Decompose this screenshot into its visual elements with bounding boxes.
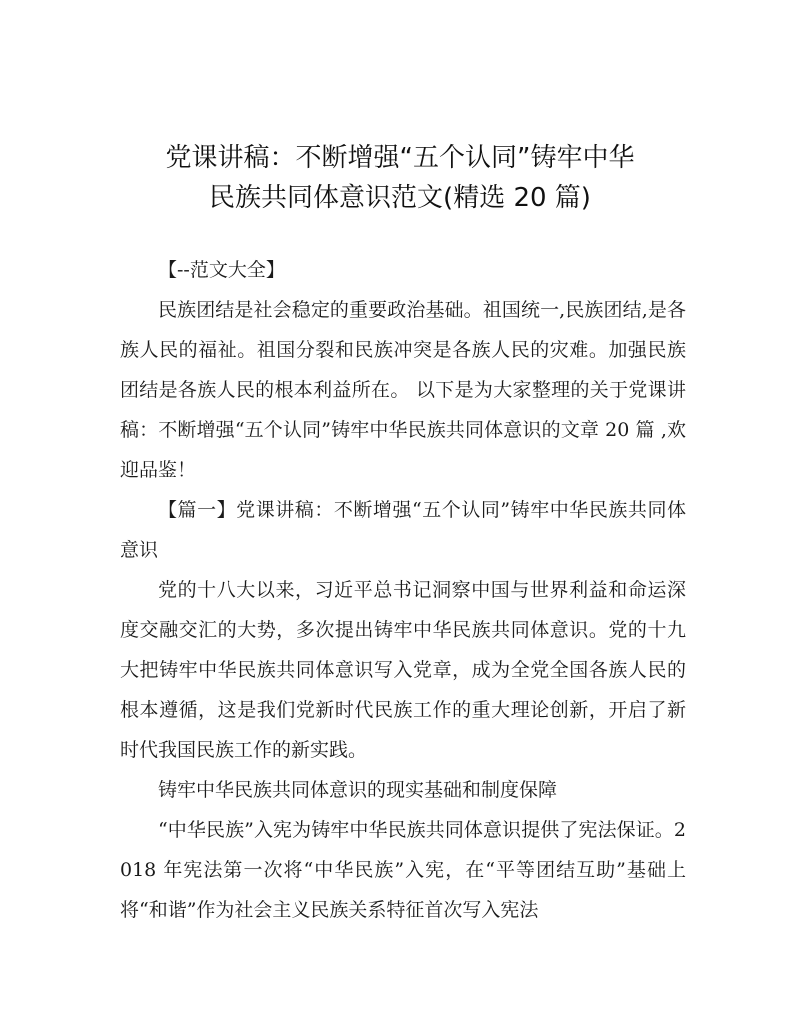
- intro-paragraph: 民族团结是社会稳定的重要政治基础。祖国统一,民族团结,是各族人民的福祉。祖国分裂和民族冲突是各族人民的灾难。加强民族团结是各族人民的根本利益所在。 以下是为大家整理的关于党课讲稿：不断增强“五个认同”铸牢中华民族共同体意识的文章 20 篇 ,欢迎品鉴！: [120, 299, 686, 481]
- document-title: [100, 138, 700, 218]
- document-body: [120, 250, 686, 930]
- body-paragraph: 党的十八大以来，习近平总书记洞察中国与世界利益和命运深度交融交汇的大势，多次提出铸牢中华民族共同体意识。党的十九大把铸牢中华民族共同体意识写入党章，成为全党全国各族人民的根本遵循，这是我们党新时代民族工作的重大理论创新，开启了新时代我国民族工作的新实践。: [120, 579, 686, 761]
- subsection-heading: 铸牢中华民族共同体意识的现实基础和制度保障: [158, 779, 558, 801]
- source-tag: 【--范文大全】: [158, 259, 285, 281]
- title-line-1: 党课讲稿：不断增强“五个认同”铸牢中华: [165, 143, 635, 173]
- title-line-2: 民族共同体意识范文(精选 20 篇): [209, 183, 591, 213]
- section-heading-1: 【篇一】党课讲稿：不断增强“五个认同”铸牢中华民族共同体意识: [120, 499, 686, 561]
- body-paragraph: “中华民族”入宪为铸牢中华民族共同体意识提供了宪法保证。2018 年宪法第一次将“中华民族”入宪，在“平等团结互助”基础上将“和谐”作为社会主义民族关系特征首次写入宪法: [120, 819, 686, 921]
